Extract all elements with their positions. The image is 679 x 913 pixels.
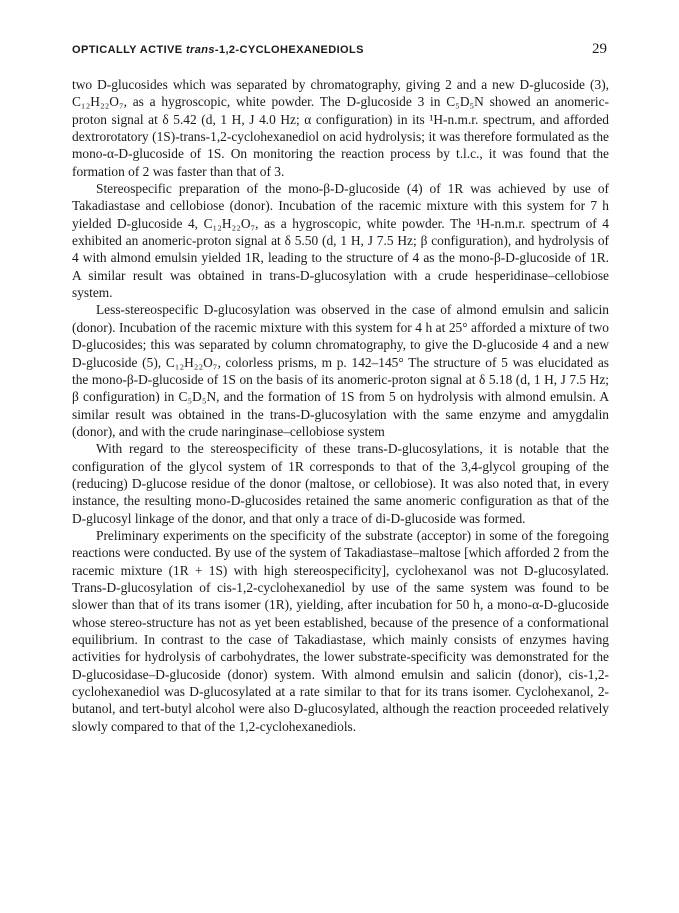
paragraph-1: two D-glucosides which was separated by chromatography, giving 2 and a new D-glucoside (3), C₁₂H₂₂O₇, as a hygroscopic, white powder. The D-glucoside 3 in C₅D₅N showed an anomeric-proton signal at δ 5.42 (d, 1 H, J 4.0 Hz; α configuration) in its ¹H-n.m.r. spectrum, and afforded dextrorotatory (1S)-trans-1,2-cyclohexanediol on acid hydrolysis; it was therefore formulated as the mono-α-D-glucoside of 1S. On monitoring the reaction process by t.l.c., it was found that the formation of 2 was faster than that of 3.: [72, 77, 609, 179]
page-number: 29: [592, 41, 607, 57]
paragraph-5: Preliminary experiments on the specificity of the substrate (acceptor) in some of the foregoing reactions were conducted. By use of the system of Takadiastase–maltose [which afforded 2 from the racemic mixture (1R + 1S) with high stereospecificity], cyclohexanol was not D-glucosylated. Trans-D-glucosylation of cis-1,2-cyclohexanediol by use of the same system was found to be slower than that of its trans isomer (1R), yielding, after incubation for 50 h, a mono-α-D-glucoside whose stereo-structure has not as yet been established, because of the presence of a conformational equilibrium. In contrast to the case of Takadiastase, which mainly consists of enzymes having activities for hydrolysis of carbohydrates, the lower substrate-specificity was demonstrated for the D-glucosidase–D-glucoside (donor) system. With almond emulsin and salicin (donor), cis-1,2-cyclohexanediol was D-glucosylated at a rate similar to that for its trans isomer. Cyclohexanol, 2-butanol, and tert-butyl alcohol were also D-glucosylated, although the reaction proceeded relatively slowly compared to that of the 1,2-cyclohexanediols.: [72, 527, 609, 734]
running-head-suffix: -1,2-CYCLOHEXANEDIOLS: [214, 44, 364, 56]
running-head-italic: trans: [185, 44, 215, 56]
paragraph-3: Less-stereospecific D-glucosylation was observed in the case of almond emulsin and salicin (donor). Incubation of the racemic mixture with this system for 4 h at 25° afforded a mixture of two D-glucosides; this was separated by column chromatography, to give the D-glucoside 4 and a new D-glucoside (5), C₁₂H₂₂O₇, colorless prisms, m p. 142–145° The structure of 5 was elucidated as the mono-β-D-glucoside of 1S on the basis of its anomeric-proton signal at δ 5.18 (d, 1 H, J 7.5 Hz; β configuration) in C₅D₅N, and the formation of 1S from 5 on hydrolysis with almond emulsin. A similar result was obtained in the trans-D-glucosylation with the same enzyme and amygdalin (donor), and with the crude naringinase–cellobiose system: [72, 302, 609, 439]
running-head-prefix: OPTICALLY ACTIVE: [72, 44, 186, 56]
body-text: [72, 76, 609, 735]
running-head: [72, 44, 364, 56]
paragraph-4: With regard to the stereospecificity of these trans-D-glucosylations, it is notable that the configuration of the glycol system of 1R corresponds to that of the 3,4-glycol grouping of the (reducing) D-glucose residue of the donor (maltose, or cellobiose). It was also noted that, in every instance, the resulting mono-D-glucosides retained the same anomeric configuration as that of the D-glucosyl linkage of the donor, and that only a trace of di-D-glucoside was formed.: [72, 441, 609, 526]
page-header: [72, 41, 607, 63]
paragraph-2: Stereospecific preparation of the mono-β-D-glucoside (4) of 1R was achieved by use of Takadiastase and cellobiose (donor). Incubation of the racemic mixture with this system for 7 h yielded D-glucoside 4, C₁₂H₂₂O₇, as a hygroscopic, white powder. The ¹H-n.m.r. spectrum of 4 exhibited an anomeric-proton signal at δ 5.50 (d, 1 H, J 7.5 Hz; β configuration), and hydrolysis of 4 with almond emulsin yielded 1R, leading to the structure of 4 as the mono-β-D-glucoside of 1R. A similar result was obtained in trans-D-glucosylation with a crude hesperidinase–cellobiose system.: [72, 181, 609, 301]
